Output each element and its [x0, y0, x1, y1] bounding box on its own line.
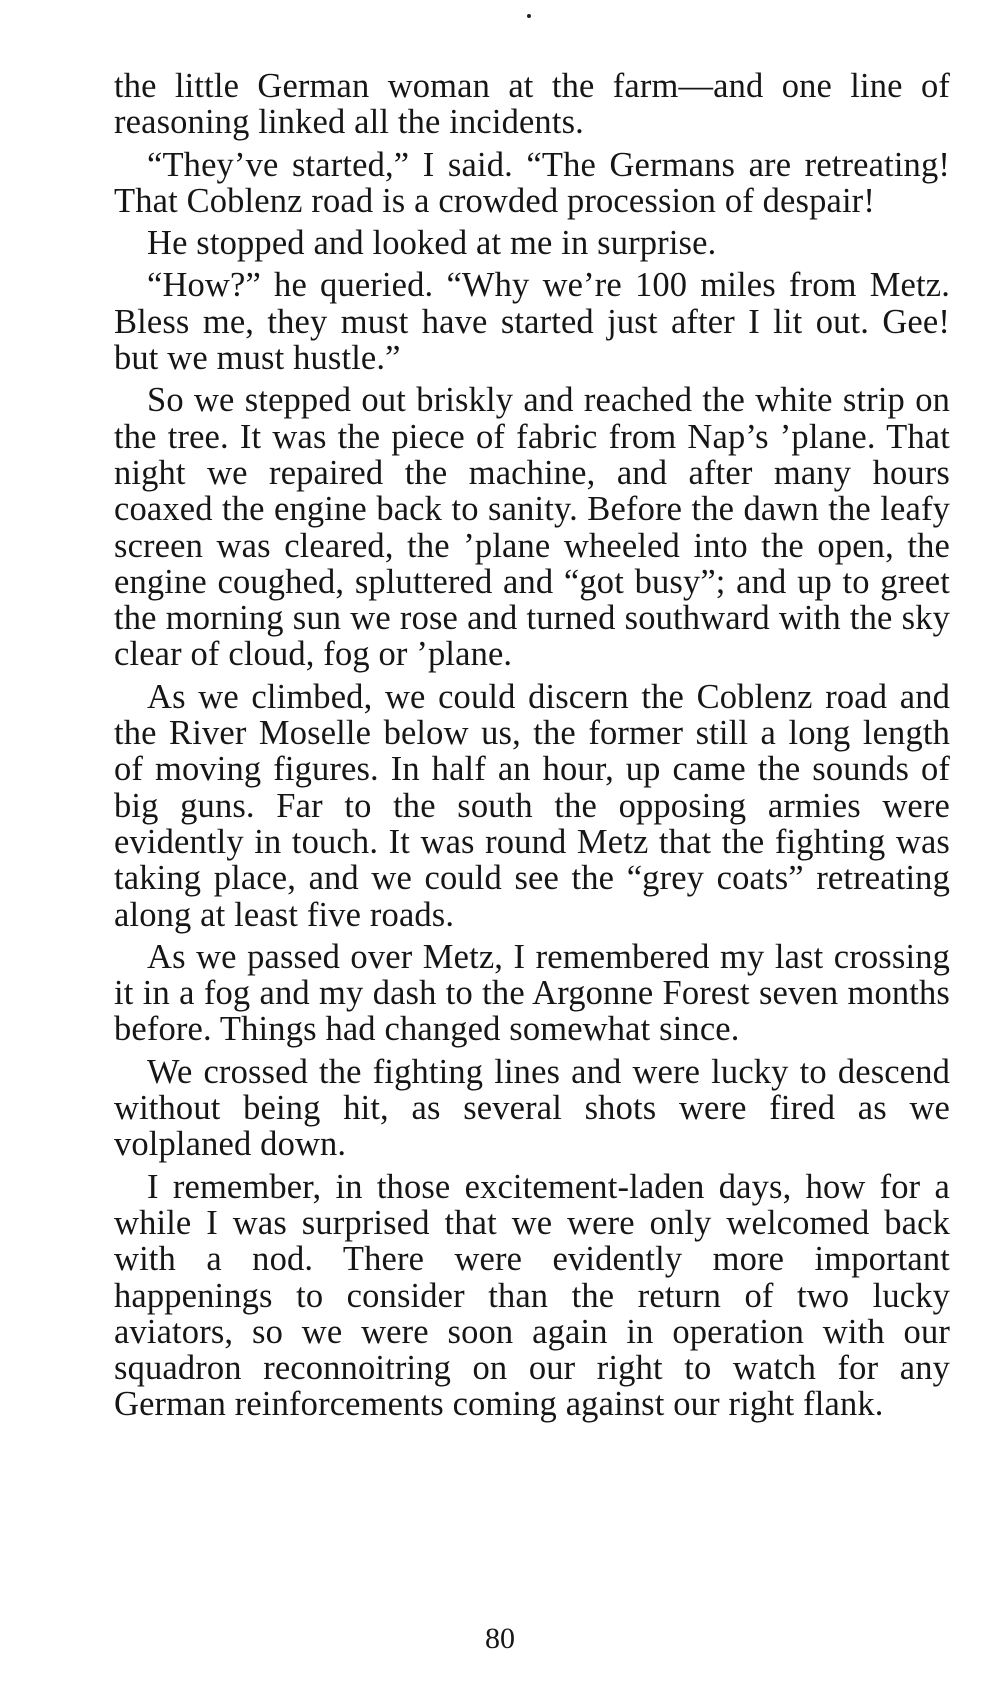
paragraph: We crossed the fighting lines and were lucky to descend without being hit, as several shots were fired as we volplaned down.: [114, 1052, 950, 1164]
paragraph: As we climbed, we could discern the Coblenz road and the River Moselle below us, the former still a long length of moving figures. In half an hour, up came the sounds of big guns. Far to the south the opposing armies were evidently in touch. It was round Metz that the fighting was taking place, and we could see the “grey coats” retreating along at least five roads.: [114, 677, 950, 934]
paragraph: “They’ve started,” I said. “The Germans are retreating! That Coblenz road is a crowded procession of despair!: [114, 145, 950, 220]
print-speck: [527, 14, 531, 18]
paragraph: I remember, in those excitement-laden days, how for a while I was surprised that we were only welcomed back with a nod. There were evidently more important happenings to consider than the return of two lucky aviators, so we were soon again in operation with our squadron reconnoitring on our right to watch for any German reinforcements coming against our right flank.: [114, 1167, 950, 1424]
paragraph: He stopped and looked at me in surprise.: [147, 224, 717, 263]
paragraph: So we stepped out briskly and reached the white strip on the tree. It was the piece of fabric from Nap’s ’plane. That night we repaired the machine, and after many hours coaxed the engine back to sanity. Before the dawn the leafy screen was cleared, the ’plane wheeled into the open, the engine coughed, spluttered and “got busy”; and up to greet the morning sun we rose and turned southward with the sky clear of cloud, fog or ’plane.: [114, 381, 950, 674]
page-number: 80: [485, 1622, 515, 1655]
paragraph: As we passed over Metz, I remembered my last crossing it in a fog and my dash to the Argonne Forest seven months before. Things had changed somewhat since.: [114, 937, 950, 1049]
paragraph: “How?” he queried. “Why we’re 100 miles from Metz. Bless me, they must have started just after I lit out. Gee! but we must hustle.”: [114, 266, 950, 378]
paragraph-continuation: the little German woman at the farm—and one line of reasoning linked all the incidents.: [114, 67, 950, 142]
body-text: [114, 68, 950, 1423]
